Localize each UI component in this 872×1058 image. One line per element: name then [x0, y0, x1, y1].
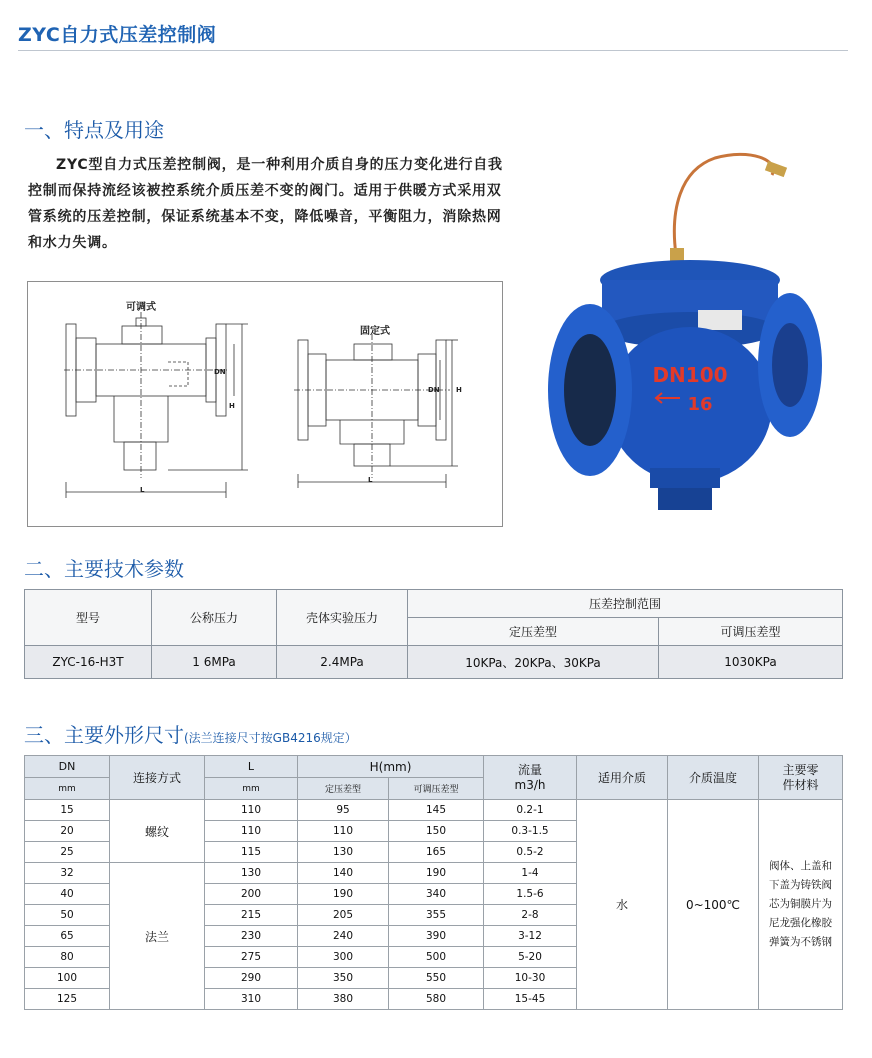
cell-adjustable-range: 1030KPa: [659, 646, 843, 679]
intro-paragraph: ZYC型自力式压差控制阀，是一种利用介质自身的压力变化进行自我控制而保持流经该被控系统介质压差不变的阀门。适用于供暖方式采用双管系统的压差控制，保证系统基本不变，降低噪音，平衡阻力，消除热网和水力失调。: [28, 157, 503, 251]
cell-dn: 32: [25, 863, 110, 884]
photo-size-text: DN100: [652, 363, 728, 387]
cell-h-fixed: 240: [298, 926, 389, 947]
cell-dn: 50: [25, 905, 110, 926]
cell-materials: 阀体、上盖和下盖为铸铁阀芯为铜膜片为尼龙强化橡胶 弹簧为不锈钢: [759, 800, 843, 1010]
cell-l: 290: [205, 968, 298, 989]
cell-flow: 10-30: [484, 968, 577, 989]
cell-flow: 0.5-2: [484, 842, 577, 863]
cell-flow: 15-45: [484, 989, 577, 1010]
dimensions-table: [24, 755, 843, 1010]
hdr-h-fixed: 定压差型: [298, 778, 389, 800]
label-adjustable: 可调式: [126, 302, 156, 313]
label-h-right: H: [456, 386, 462, 394]
hdr-l-unit: mm: [205, 778, 298, 800]
cell-connection-thread: 螺纹: [110, 800, 205, 863]
cell-h-adj: 165: [389, 842, 484, 863]
cell-model: ZYC-16-H3T: [25, 646, 152, 679]
tech-params-table: [24, 589, 843, 679]
cell-dn: 25: [25, 842, 110, 863]
hdr-temperature: 介质温度: [668, 756, 759, 800]
section3-title: 三、主要外形尺寸: [24, 723, 184, 747]
hdr-dn: DN: [25, 756, 110, 778]
cell-flow: 3-12: [484, 926, 577, 947]
drawing-lines: [28, 282, 502, 526]
valve-photo: [540, 150, 830, 520]
cell-dn: 15: [25, 800, 110, 821]
cell-h-fixed: 95: [298, 800, 389, 821]
cell-l: 110: [205, 821, 298, 842]
cell-flow: 5-20: [484, 947, 577, 968]
hdr-adjustable-type: 可调压差型: [659, 618, 843, 646]
cell-flow: 2-8: [484, 905, 577, 926]
hdr-fixed-type: 定压差型: [408, 618, 659, 646]
cell-flow: 1.5-6: [484, 884, 577, 905]
cell-h-adj: 550: [389, 968, 484, 989]
cell-connection-flange: 法兰: [110, 863, 205, 1010]
cell-h-fixed: 205: [298, 905, 389, 926]
title-divider: [18, 50, 848, 51]
section3-heading: [24, 719, 357, 748]
cell-nominal-pressure: 1 6MPa: [152, 646, 277, 679]
cell-h-fixed: 130: [298, 842, 389, 863]
cell-l: 215: [205, 905, 298, 926]
cell-dn: 65: [25, 926, 110, 947]
cell-l: 200: [205, 884, 298, 905]
hdr-h-adjustable: 可调压差型: [389, 778, 484, 800]
cell-h-adj: 355: [389, 905, 484, 926]
hdr-flow-unit: m3/h: [514, 777, 546, 792]
cell-temperature: 0~100℃: [668, 800, 759, 1010]
label-dn-right: DN: [428, 386, 440, 394]
cell-fixed-range: 10KPa、20KPa、30KPa: [408, 646, 659, 679]
cell-dn: 80: [25, 947, 110, 968]
cell-flow: 0.3-1.5: [484, 821, 577, 842]
cell-flow: 0.2-1: [484, 800, 577, 821]
section2-heading: 二、主要技术参数: [24, 557, 184, 581]
cell-h-fixed: 140: [298, 863, 389, 884]
hdr-range: 压差控制范围: [408, 590, 843, 618]
hdr-connection: 连接方式: [110, 756, 205, 800]
technical-drawing: [27, 281, 503, 527]
cell-h-adj: 145: [389, 800, 484, 821]
cell-flow: 1-4: [484, 863, 577, 884]
hdr-medium: 适用介质: [577, 756, 668, 800]
section1-heading: 一、特点及用途: [24, 118, 164, 142]
cell-h-fixed: 380: [298, 989, 389, 1010]
cell-l: 310: [205, 989, 298, 1010]
cell-h-fixed: 300: [298, 947, 389, 968]
hdr-h: H(mm): [298, 756, 484, 778]
cell-l: 130: [205, 863, 298, 884]
cell-h-adj: 340: [389, 884, 484, 905]
cell-h-adj: 500: [389, 947, 484, 968]
cell-h-fixed: 110: [298, 821, 389, 842]
cell-h-fixed: 350: [298, 968, 389, 989]
hdr-materials: 主要零件材料: [759, 756, 843, 800]
cell-dn: 40: [25, 884, 110, 905]
cell-h-adj: 580: [389, 989, 484, 1010]
hdr-model: 型号: [25, 590, 152, 646]
hdr-flow-label: 流量: [517, 762, 542, 777]
hdr-nominal-pressure: 公称压力: [152, 590, 277, 646]
cell-l: 110: [205, 800, 298, 821]
photo-pressure-text: 16: [687, 394, 713, 415]
cell-h-adj: 150: [389, 821, 484, 842]
cell-medium: 水: [577, 800, 668, 1010]
cell-dn: 100: [25, 968, 110, 989]
page-title: ZYC自力式压差控制阀: [18, 24, 217, 46]
cell-l: 275: [205, 947, 298, 968]
label-fixed: 固定式: [360, 326, 390, 337]
cell-dn: 20: [25, 821, 110, 842]
hdr-dn-unit: mm: [25, 778, 110, 800]
label-l-left: L: [140, 486, 145, 494]
label-dn-left: DN: [214, 368, 226, 376]
cell-h-adj: 390: [389, 926, 484, 947]
cell-h-fixed: 190: [298, 884, 389, 905]
cell-l: 115: [205, 842, 298, 863]
cell-shell-test: 2.4MPa: [277, 646, 408, 679]
hdr-flow: [484, 756, 577, 800]
hdr-l: L: [205, 756, 298, 778]
cell-l: 230: [205, 926, 298, 947]
table-row: [25, 800, 843, 821]
label-h-left: H: [229, 402, 235, 410]
cell-dn: 125: [25, 989, 110, 1010]
hdr-shell-test: 壳体实验压力: [277, 590, 408, 646]
cell-h-adj: 190: [389, 863, 484, 884]
label-l-right: L: [368, 476, 373, 484]
section3-subheading: (法兰连接尺寸按GB4216规定）: [184, 731, 357, 745]
